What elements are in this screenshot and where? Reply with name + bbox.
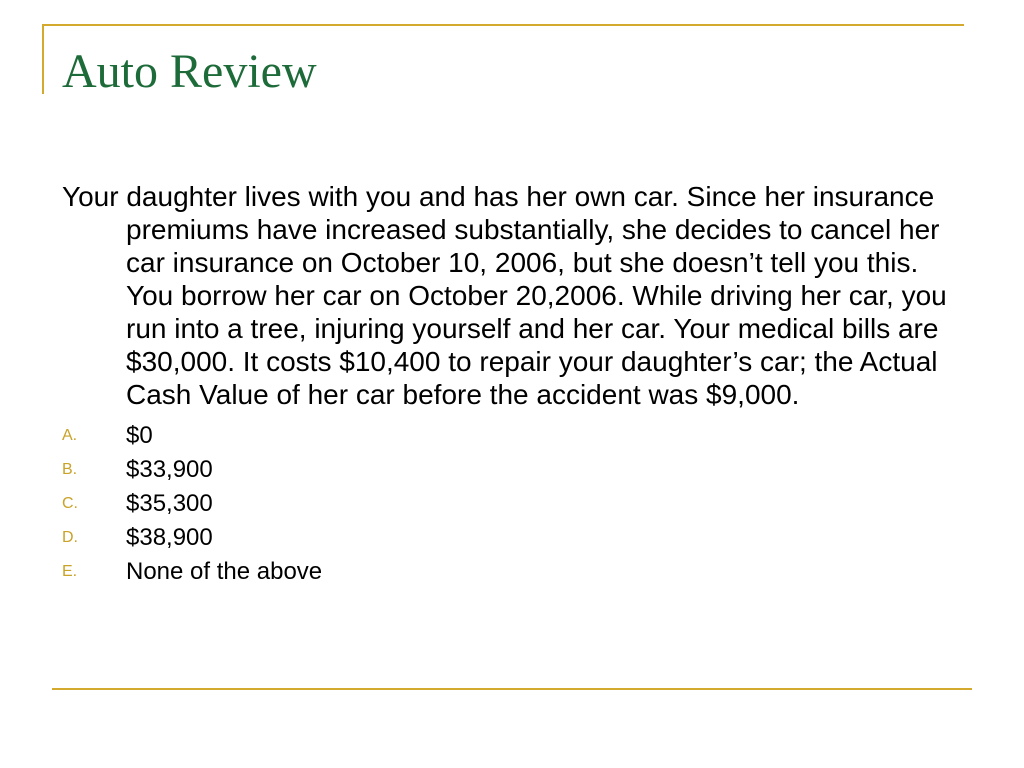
option-a bbox=[62, 419, 972, 453]
title-horizontal-rule bbox=[42, 24, 964, 26]
question-text: Your daughter lives with you and has her own car. Since her insurance premiums have increased substantially, she decides to cancel her car insurance on October 10, 2006, but she doesn’t tell you this. You borrow her car on October 20,2006. While driving her car, you run into a tree, injuring yourself and her car. Your medical bills are $30,000. It costs $10,400 to repair your daughter’s car; the Actual Cash Value of her car before the accident was $9,000. bbox=[62, 181, 947, 410]
option-text: $35,300 bbox=[126, 490, 213, 517]
bottom-rule bbox=[52, 688, 972, 690]
option-d bbox=[62, 521, 972, 555]
option-text: None of the above bbox=[126, 558, 323, 585]
option-text: $38,900 bbox=[126, 524, 213, 551]
option-text: $0 bbox=[126, 422, 153, 449]
title-vertical-rule bbox=[42, 24, 44, 94]
answer-options bbox=[62, 419, 972, 589]
slide-body bbox=[62, 180, 972, 589]
option-letter: D. bbox=[62, 529, 78, 546]
option-e bbox=[62, 555, 972, 589]
option-letter: C. bbox=[62, 495, 78, 512]
slide-title: Auto Review bbox=[62, 45, 317, 98]
option-letter: E. bbox=[62, 563, 78, 580]
option-b bbox=[62, 453, 972, 487]
option-c bbox=[62, 487, 972, 521]
option-text: $33,900 bbox=[126, 456, 213, 483]
option-letter: A. bbox=[62, 427, 78, 444]
option-letter: B. bbox=[62, 461, 78, 478]
